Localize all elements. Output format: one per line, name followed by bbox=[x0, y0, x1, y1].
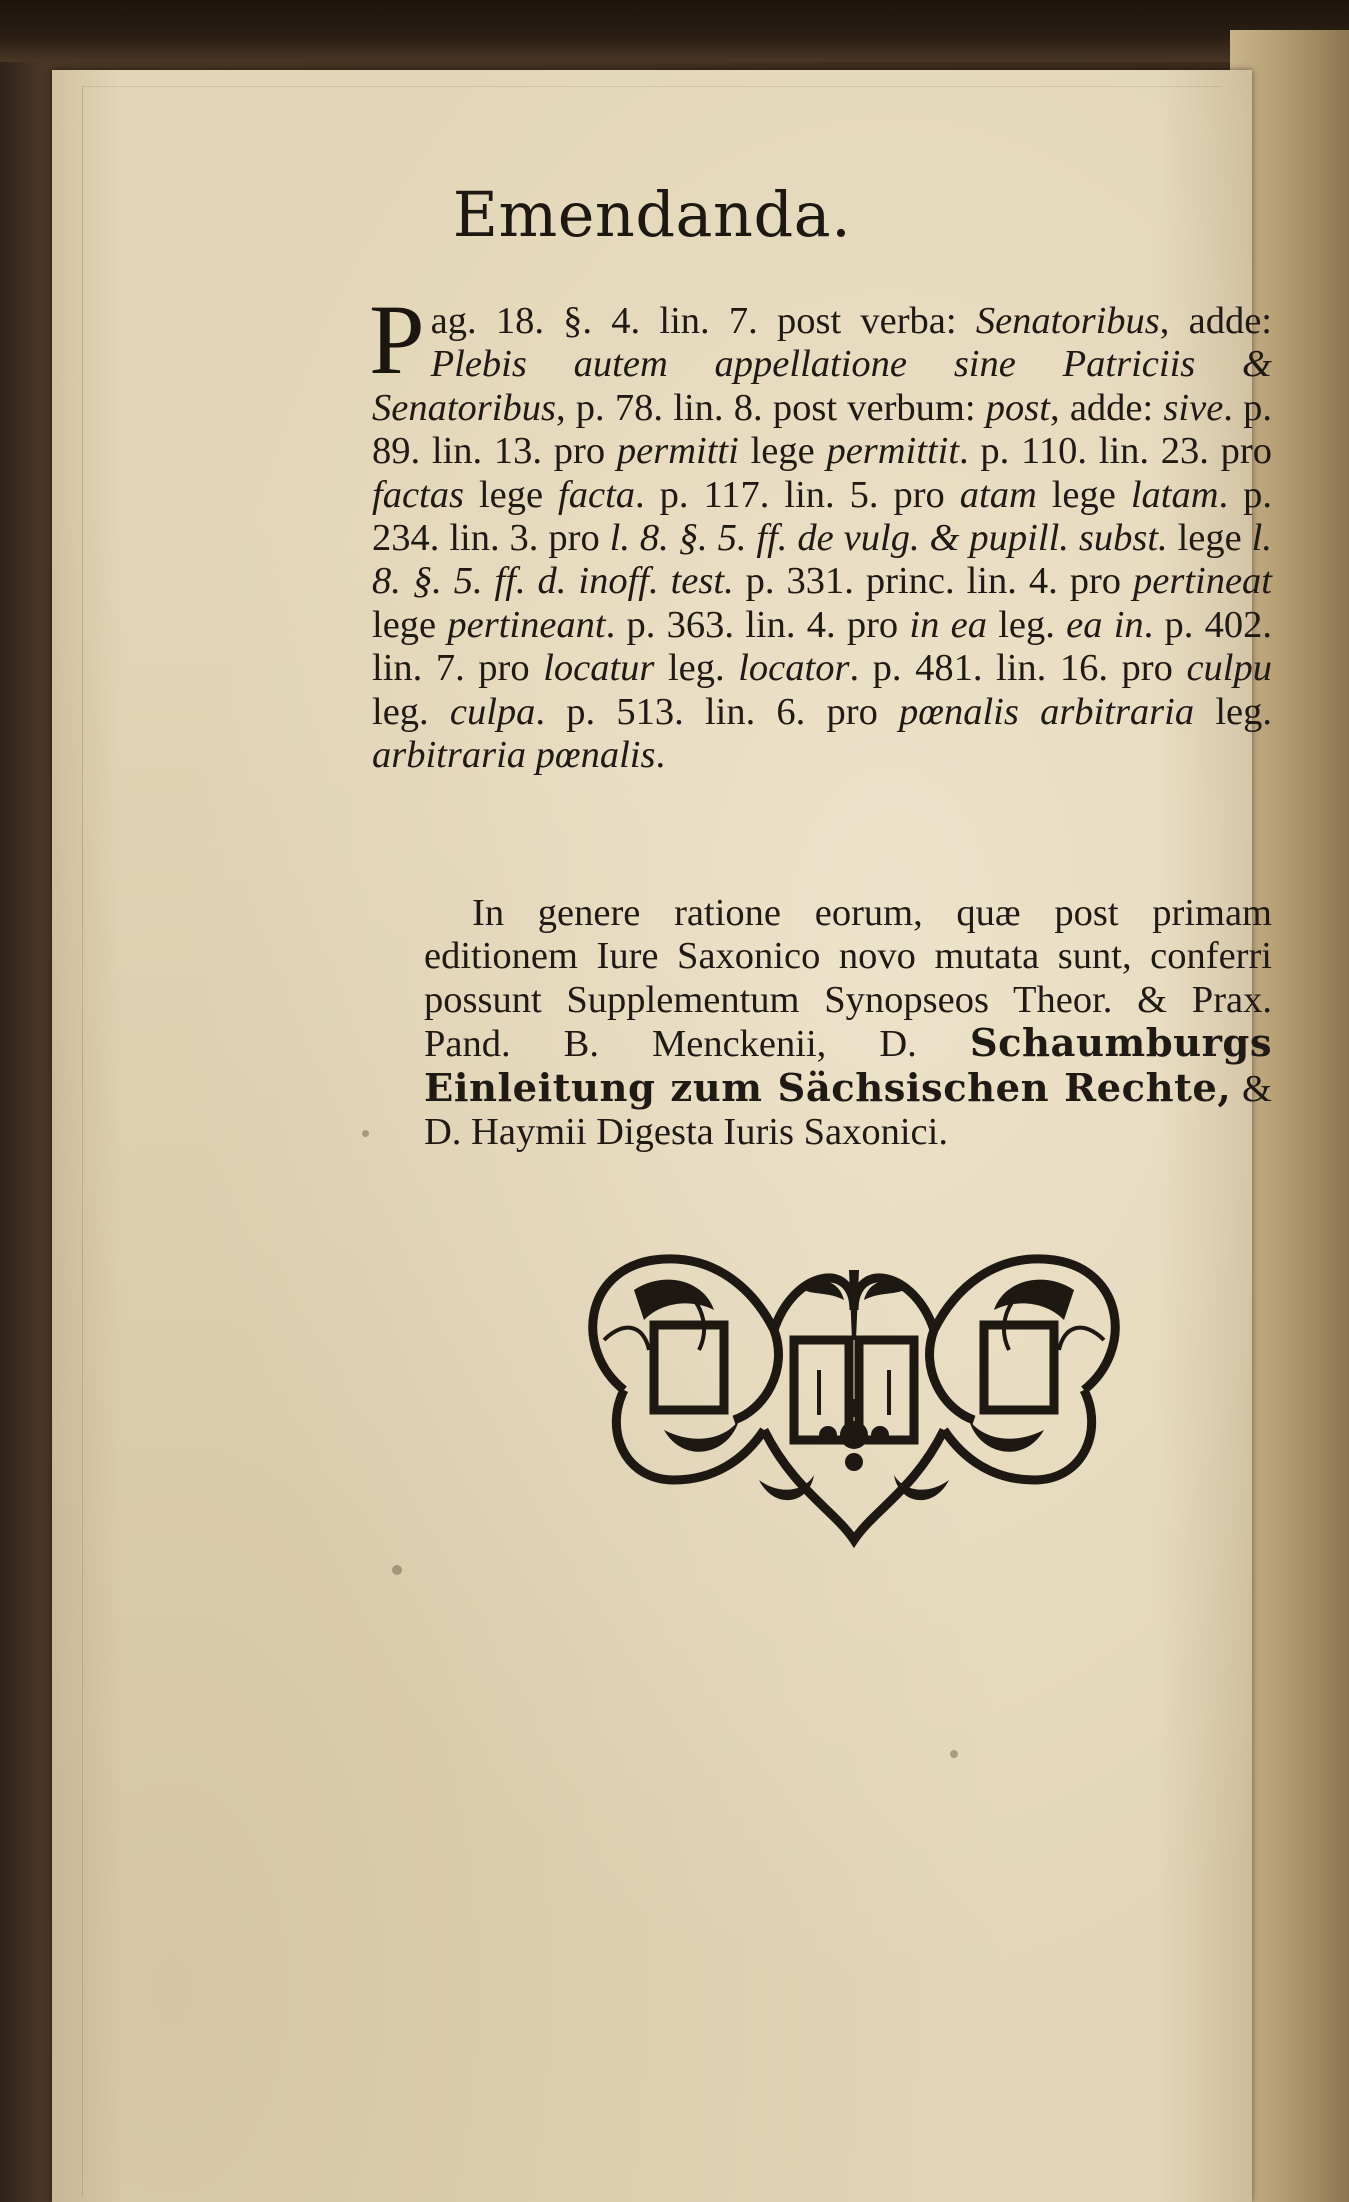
errata-italic-segment: permittit bbox=[826, 430, 960, 473]
paper-speck bbox=[362, 1130, 369, 1137]
errata-segment: . p. 363. lin. 4. pro bbox=[605, 603, 910, 646]
top-edge bbox=[0, 0, 1349, 62]
errata-segment: . bbox=[655, 734, 666, 777]
errata-italic-segment: latam bbox=[1130, 473, 1219, 516]
page-title: Emendanda. bbox=[452, 178, 852, 251]
note-paragraph bbox=[424, 892, 1272, 1154]
errata-segment: lege bbox=[372, 603, 448, 646]
errata-italic-segment: culpu bbox=[1186, 647, 1272, 690]
errata-segment: leg. bbox=[1194, 690, 1272, 733]
errata-italic-segment: permitti bbox=[616, 430, 739, 473]
errata-segment: lege bbox=[1036, 473, 1131, 516]
errata-italic-segment: ea in bbox=[1066, 603, 1144, 646]
errata-segment: . p. 117. lin. 5. pro bbox=[635, 473, 960, 516]
errata-italic-segment: l. 8. §. 5. ff. de vulg. & pupill. subst. bbox=[609, 517, 1168, 560]
note-latin-2: & D. Haymii Digesta Iuris Saxonici. bbox=[424, 1067, 1272, 1154]
errata-italic-segment: Plebis autem appellatione sine Patriciis & Senatoribus bbox=[372, 343, 1272, 429]
errata-segment: leg. bbox=[986, 603, 1067, 646]
errata-italic-segment: pœnalis arbitraria bbox=[899, 690, 1195, 733]
errata-italic-segment: sive bbox=[1163, 386, 1224, 429]
errata-italic-segment: facta bbox=[558, 473, 636, 516]
book-page bbox=[52, 70, 1273, 2202]
errata-segment: leg. bbox=[372, 690, 450, 733]
errata-italic-segment: pertineant bbox=[447, 603, 606, 646]
errata-segment: p. 331. princ. lin. 4. pro bbox=[733, 560, 1133, 603]
errata-segment: lege bbox=[463, 473, 559, 516]
ornament-icon bbox=[564, 1230, 1144, 1550]
errata-italic-segment: post bbox=[985, 386, 1050, 429]
paper-speck bbox=[950, 1750, 958, 1758]
drop-cap: P bbox=[369, 284, 425, 395]
errata-italic-segment: culpa bbox=[449, 690, 536, 733]
errata-italic-segment: arbitraria pœnalis bbox=[372, 734, 656, 777]
errata-segment: . p. 110. lin. 23. pro bbox=[959, 430, 1272, 473]
errata-segment: leg. bbox=[654, 647, 739, 690]
errata-italic-segment: locator bbox=[738, 647, 850, 690]
errata-segment: lege bbox=[1167, 517, 1252, 560]
errata-segment: , p. 78. lin. 8. post verbum: bbox=[555, 386, 986, 429]
errata-segment: . p. 89. lin. 13. pro bbox=[372, 386, 1273, 473]
errata-text bbox=[372, 300, 1272, 776]
errata-italic-segment: factas bbox=[372, 473, 464, 516]
errata-segment: ag. 18. §. 4. lin. 7. post verba: bbox=[430, 300, 976, 342]
errata-segment: . p. 481. lin. 16. pro bbox=[849, 647, 1187, 690]
errata-italic-segment: locatur bbox=[543, 647, 655, 690]
paper-speck bbox=[392, 1565, 402, 1575]
errata-segment: , adde: bbox=[1049, 386, 1164, 429]
errata-italic-segment: Senatoribus bbox=[975, 300, 1160, 342]
errata-segment: , adde: bbox=[1159, 300, 1272, 342]
errata-paragraph bbox=[369, 284, 1273, 777]
errata-italic-segment: atam bbox=[959, 473, 1037, 516]
errata-segment: . p. 513. lin. 6. pro bbox=[535, 690, 900, 733]
note-fraktur: Schaumburgs Einleitung zum Sächsischen Rechte, bbox=[424, 1021, 1273, 1111]
errata-segment: . p. 234. lin. 3. pro bbox=[372, 473, 1273, 560]
errata-segment: lege bbox=[738, 430, 827, 473]
errata-italic-segment: l. 8. §. 5. ff. d. inoff. test. bbox=[372, 517, 1272, 603]
errata-italic-segment: in ea bbox=[909, 603, 987, 646]
errata-segment: . p. 402. lin. 7. pro bbox=[372, 603, 1272, 690]
note-latin-1: In genere ratione eorum, quæ post primam editionem Iure Saxonico novo mutata sunt, conferri possunt Supplementum Synopseos Theor. & Prax. Pand. B. Menckenii, D. bbox=[424, 892, 1272, 1066]
errata-italic-segment: pertineat bbox=[1133, 560, 1272, 603]
